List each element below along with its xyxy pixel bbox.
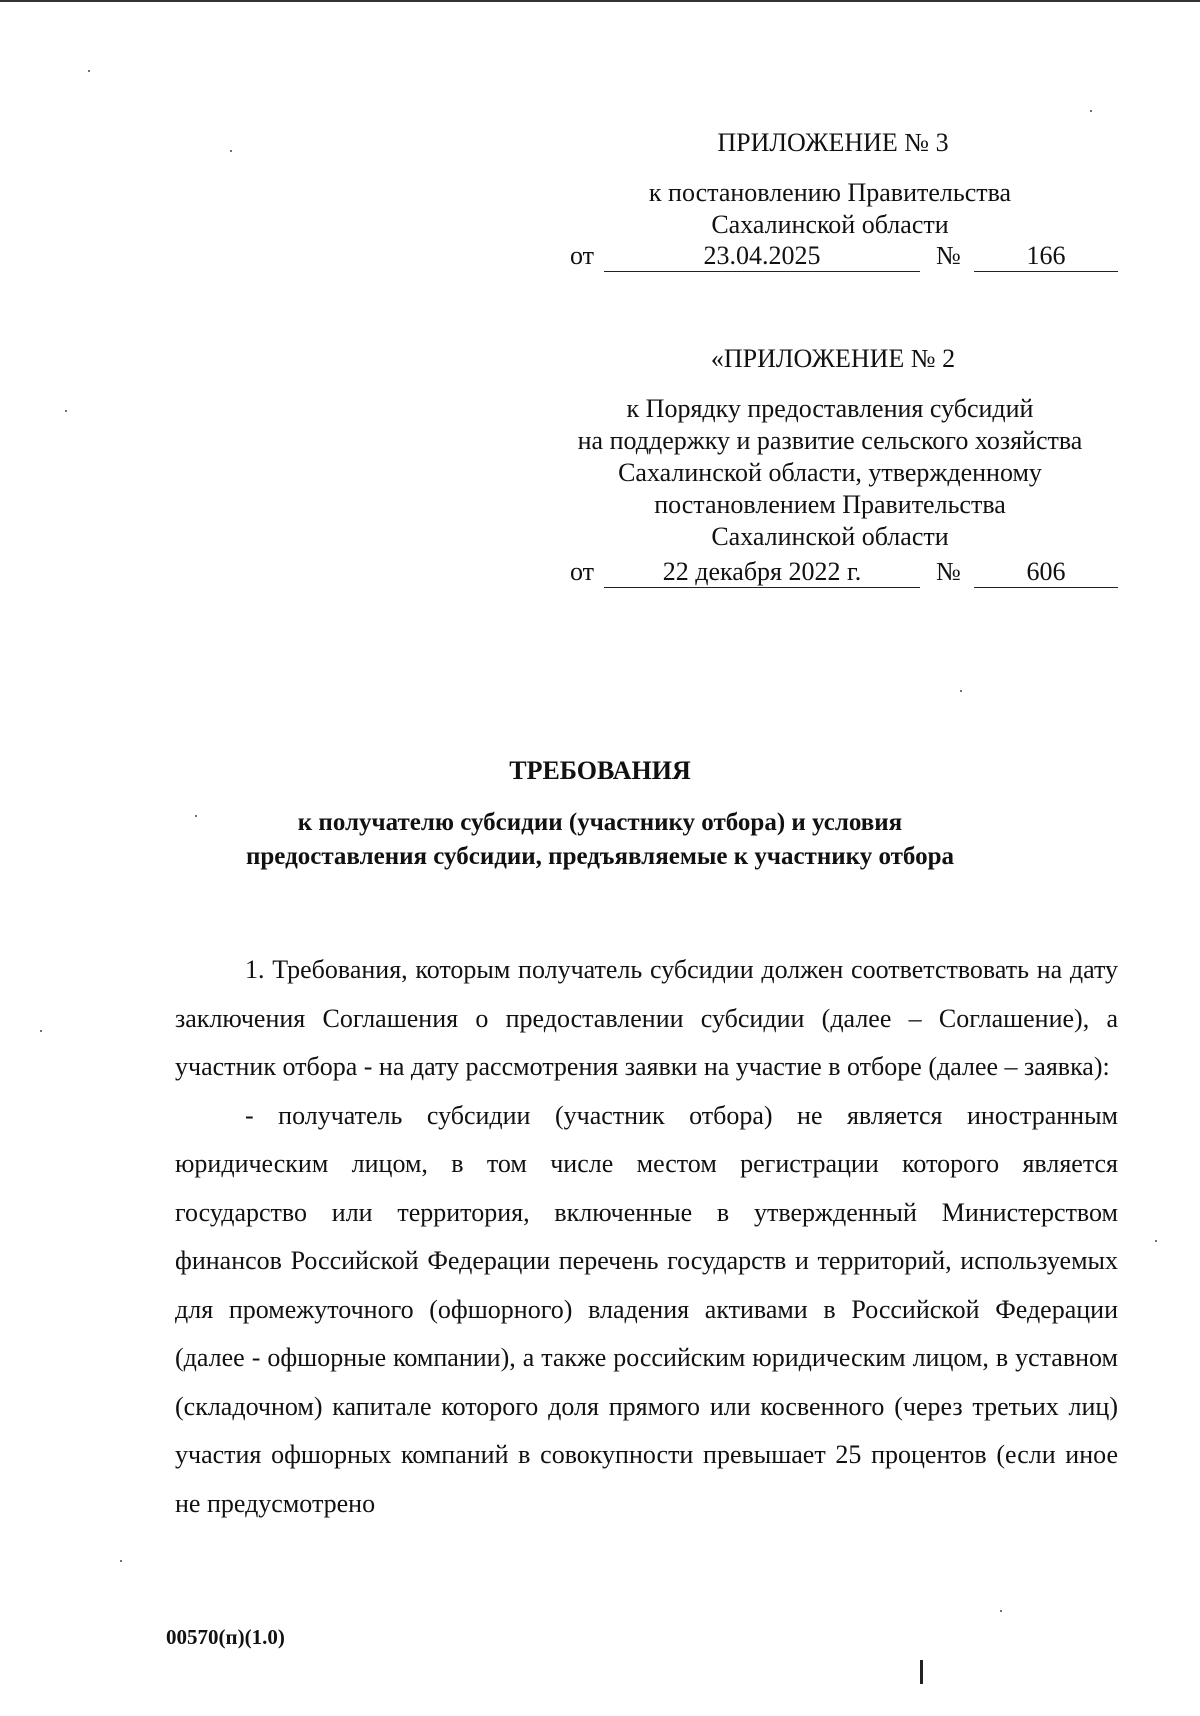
number-sign: №: [936, 557, 961, 586]
resolution-date: 23.04.2025: [604, 241, 920, 272]
subtitle-line: предоставления субсидии, предъявляемые к участнику отбора: [246, 843, 954, 870]
document-body: [175, 946, 1118, 1528]
appendix-2-title: «ПРИЛОЖЕНИЕ № 2: [710, 344, 956, 373]
scan-speck: [40, 1030, 42, 1032]
appendix-2-line: постановлением Правительства: [654, 490, 1006, 519]
body-paragraph: 1. Требования, которым получатель субсидии должен соответствовать на дату заключения Соглашения о предоставлении субсидии (далее – Соглашение), а участник отбора - на дату рассмотрения заявки на участие в отборе (далее – заявка):: [175, 955, 1118, 1081]
scan-speck: [120, 1560, 122, 1562]
from-label: от: [570, 557, 595, 586]
scan-speck: [1155, 1240, 1157, 1242]
subtitle-line: к получателю субсидии (участнику отбора) и условия: [297, 809, 903, 836]
scan-speck: [88, 70, 90, 72]
scan-speck: [1000, 1610, 1002, 1612]
appendix-2-line: Сахалинской области, утвержденному: [618, 458, 1042, 487]
scan-speck: [960, 690, 962, 692]
appendix-3-line: Сахалинской области: [711, 210, 949, 239]
resolution-date: 22 декабря 2022 г.: [604, 557, 920, 588]
appendix-2-line: на поддержку и развитие сельского хозяйства: [577, 426, 1083, 455]
body-paragraph: - получатель субсидии (участник отбора) не является иностранным юридическим лицом, в том числе местом регистрации которого является государство или территория, включенные в утвержденный Министерством финансов Российской Федерации перечень государств и территорий, используемых для промежуточного (офшорного) владения активами в Российской Федерации (далее - офшорные компании), а также российским юридическим лицом, в уставном (складочном) капитале которого доля прямого или косвенного (через третьих лиц) участия офшорных компаний в совокупности превышает 25 процентов (если иное не предусмотрено: [175, 1100, 1118, 1518]
from-label: от: [570, 241, 595, 270]
scan-speck: [195, 815, 197, 817]
appendix-3-line: к постановлению Правительства: [648, 178, 1012, 207]
scan-mark: [920, 1660, 923, 1684]
scan-speck: [230, 150, 232, 152]
number-sign: №: [936, 241, 961, 270]
appendix-2-line: к Порядку предоставления субсидий: [626, 394, 1034, 423]
scan-speck: [65, 410, 67, 412]
appendix-2-line: Сахалинской области: [711, 522, 949, 551]
document-title: ТРЕБОВАНИЯ: [509, 756, 691, 785]
document-code: 00570(п)(1.0): [166, 1625, 285, 1649]
resolution-number: 606: [974, 557, 1118, 588]
resolution-number: 166: [974, 241, 1118, 272]
appendix-3-title: ПРИЛОЖЕНИЕ № 3: [717, 128, 949, 157]
appendix-2-reference: [540, 393, 1120, 553]
appendix-3-date-number: [570, 241, 1118, 275]
appendix-2-date-number: [570, 557, 1118, 591]
scan-speck: [1090, 110, 1092, 112]
appendix-3-reference: [540, 177, 1120, 241]
document-subtitle: [150, 806, 1050, 874]
scan-top-edge: [0, 0, 1200, 2]
